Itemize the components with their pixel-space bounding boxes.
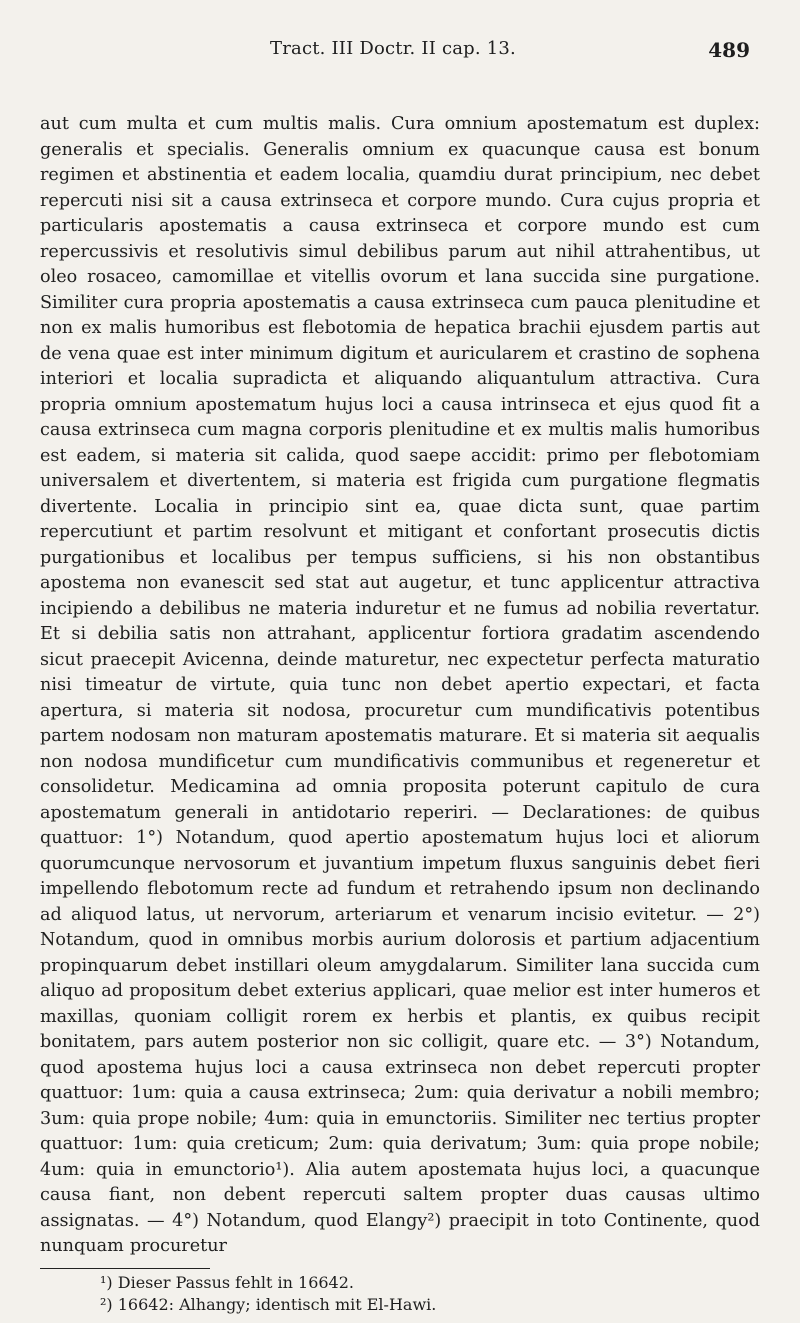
running-head: Tract. III Doctr. II cap. 13. bbox=[270, 38, 516, 59]
page-header bbox=[40, 28, 760, 64]
page-number: 489 bbox=[708, 38, 750, 62]
footnotes bbox=[40, 1272, 760, 1316]
footnote-1: ¹) Dieser Passus fehlt in 16642. bbox=[100, 1273, 354, 1292]
main-text bbox=[40, 112, 760, 1260]
footnote-rule bbox=[40, 1268, 210, 1269]
body-paragraph: aut cum multa et cum multis malis. Cura omnium apostematum est duplex: generalis et specialis. Generalis omnium ex quacunque causa est bonum regimen et abstinentia et eadem localia, quamdiu durat principium, nec debet repercuti nisi sit a causa extrinseca et corpore mundo. Cura cujus propria et particularis apostematis a causa extrinseca et corpore mundo est cum repercussivis et resolutivis simul debilibus parum aut nihil attrahentibus, ut oleo rosaceo, camomillae et vitellis ovorum et lana succida sine purgatione. Similiter cura propria apostematis a causa extrinseca cum pauca plenitudine et non ex malis humoribus est flebotomia de hepatica brachii ejusdem partis aut de vena quae est inter minimum digitum et auricularem et crastino de sophena interiori et localia supradicta et aliquando aliquantulum attractiva. Cura propria omnium apostematum hujus loci a causa intrinseca et ejus quod fit a causa extrinseca cum magna corporis plenitudine et ex multis malis humoribus est eadem, si materia sit calida, quod saepe accidit: primo per flebotomiam universalem et divertentem, si materia est frigida cum purgatione flegmatis divertente. Localia in principio sint ea, quae dicta sunt, quae partim repercutiunt et partim resolvunt et mitigant et confortant prosecutis dictis purgationibus et localibus per tempus sufficiens, si his non obstantibus apostema non evanescit sed stat aut augetur, et tunc applicentur attractiva incipiendo a debilibus ne materia induretur et ne fumus ad nobilia revertatur. Et si debilia satis non attrahant, applicentur fortiora gradatim ascendendo sicut praecepit Avicenna, deinde maturetur, nec expectetur perfecta maturatio nisi timeatur de virtute, quia tunc non debet apertio expectari, et facta apertura, si materia sit nodosa, procuretur cum mundificativis potentibus partem nodosam non maturam apostematis maturare. Et si materia sit aequalis non nodosa mundificetur cum mundificativis communibus et regeneretur et consolidetur. Medicamina ad omnia proposita poterunt capitulo de cura apostematum generali in antidotario reperiri. — Declarationes: de quibus quattuor: 1°) Notandum, quod apertio apostematum hujus loci et aliorum quorumcunque nervosorum et juvantium impetum fluxus sanguinis debet fieri impellendo flebotomum recte ad fundum et retrahendo ipsum non declinando ad aliquod latus, ut nervorum, arteriarum et venarum incisio evitetur. — 2°) Notandum, quod in omnibus morbis aurium dolorosis et partium adjacentium propinquarum debet instillari oleum amygdalarum. Similiter lana succida cum aliquo ad propositum debet exterius applicari, quae melior est inter humeros et maxillas, quoniam colligit rorem ex herbis et plantis, ex quibus recipit bonitatem, pars autem posterior non sic colligit, quare etc. — 3°) Notandum, quod apostema hujus loci a causa extrinseca non debet repercuti propter quattuor: 1um: quia a causa extrinseca; 2um: quia derivatur a nobili membro; 3um: quia prope nobile; 4um: quia in emunctoriis. Similiter nec tertius propter quattuor: 1um: quia creticum; 2um: quia derivatum; 3um: quia prope nobile; 4um: quia in emunctorio¹). Alia autem apostemata hujus loci, a quacunque causa fiant, non debent repercuti saltem propter duas causas ultimo assignatas. — 4°) Notandum, quod Elangy²) praecipit in toto Continente, quod nunquam procuretur bbox=[40, 114, 760, 1256]
footnote-2: ²) 16642: Alhangy; identisch mit El-Hawi. bbox=[100, 1295, 437, 1314]
